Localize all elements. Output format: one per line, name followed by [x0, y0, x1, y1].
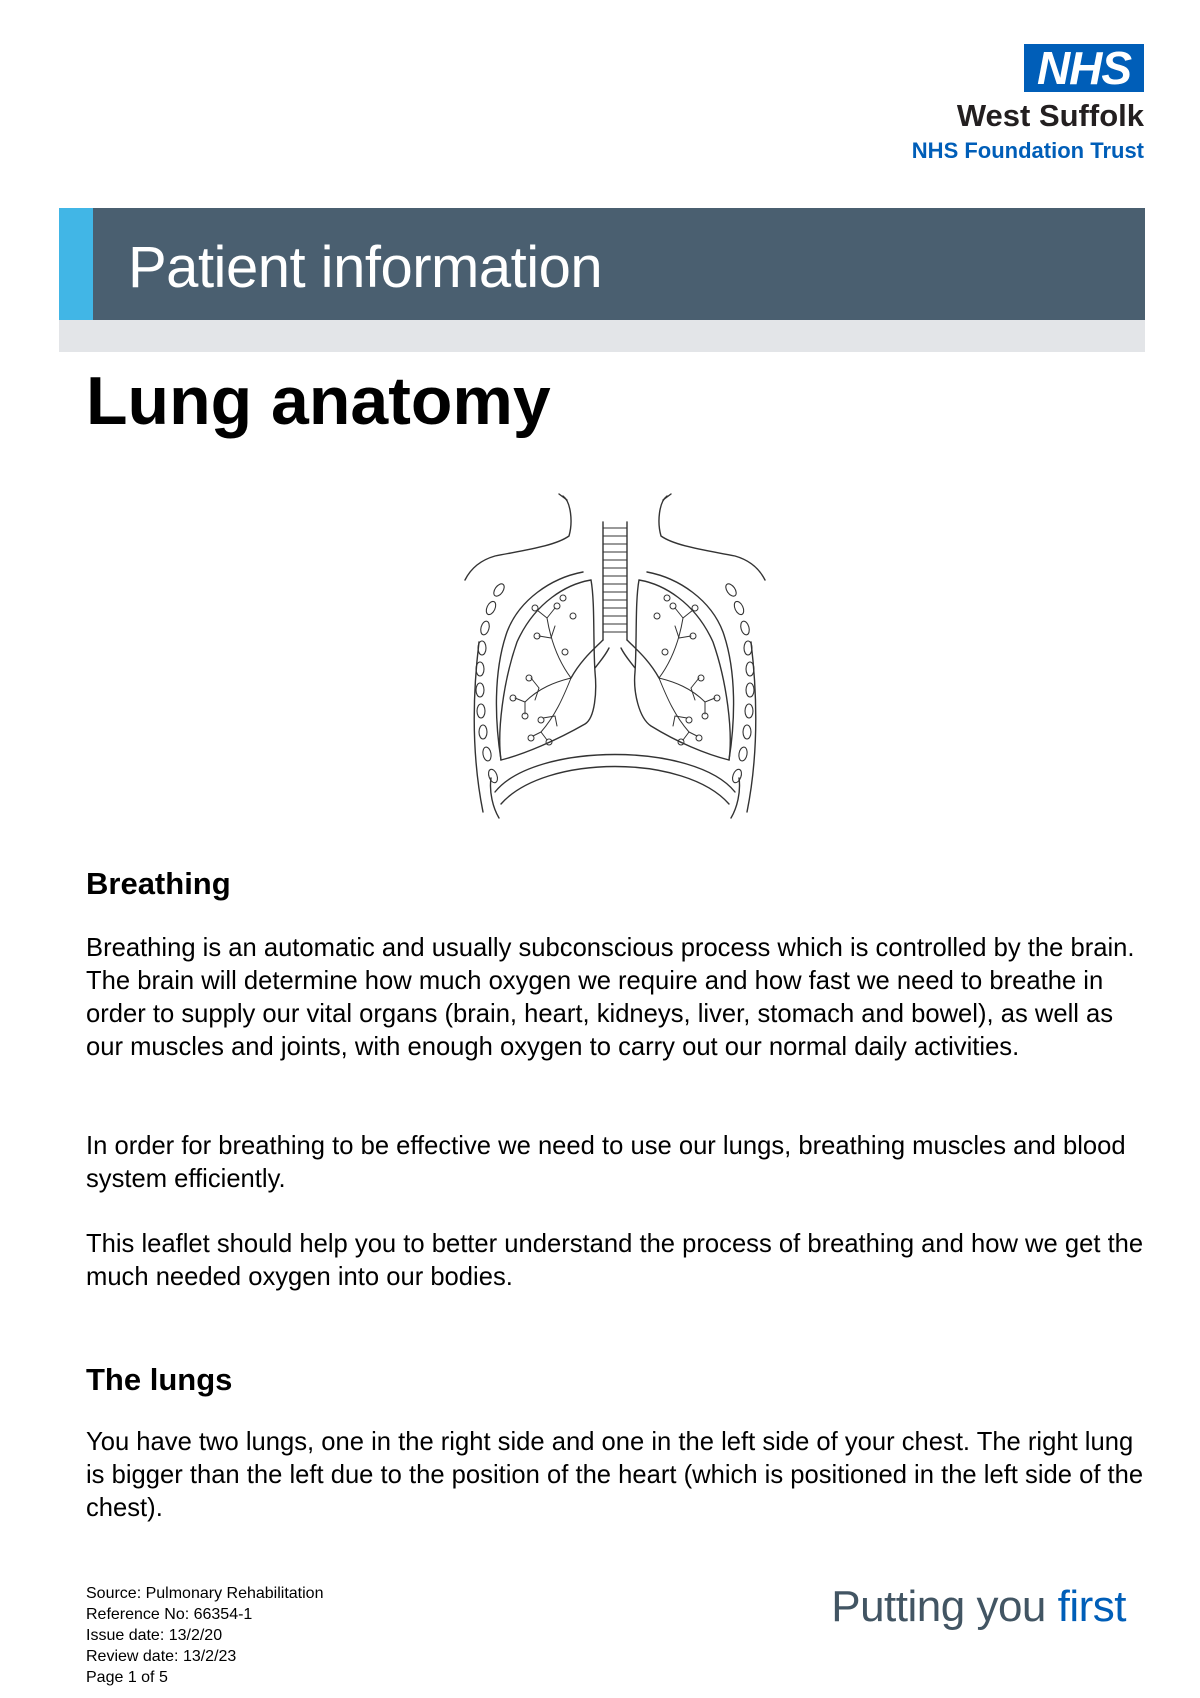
footer-metadata — [86, 1583, 323, 1688]
tagline-accent: first — [1057, 1582, 1126, 1631]
banner-underline — [59, 320, 1145, 352]
banner-accent — [59, 208, 93, 320]
tagline-main: Putting you — [831, 1582, 1058, 1631]
paragraph: You have two lungs, one in the right side and one in the left side of your chest. The right lung is bigger than the left due to the position of the heart (which is positioned in the left side of the chest). — [86, 1428, 1144, 1522]
footer-reference: Reference No: 66354-1 — [86, 1606, 253, 1623]
paragraph: Breathing is an automatic and usually subconscious process which is controlled by the brain. The brain will determine how much oxygen we require and how fast we need to breathe in order to supply our vital organs (brain, heart, kidneys, liver, stomach and bowel), as well as our muscles and joints, with enough oxygen to carry out our normal daily activities. — [86, 934, 1135, 1061]
trust-subtitle: NHS Foundation Trust — [911, 138, 1144, 163]
lungs-diagram-icon — [455, 492, 775, 832]
paragraph: In order for breathing to be effective we need to use our lungs, breathing muscles and blood system efficiently. — [86, 1132, 1126, 1193]
nhs-logo: NHS — [1024, 44, 1144, 92]
footer-review-date: Review date: 13/2/23 — [86, 1648, 237, 1665]
section-heading-the-lungs: The lungs — [86, 1362, 233, 1397]
footer-page-number: Page 1 of 5 — [86, 1669, 168, 1686]
tagline — [831, 1582, 1126, 1632]
paragraph: This leaflet should help you to better understand the process of breathing and how we get the much needed oxygen into our bodies. — [86, 1230, 1144, 1291]
trust-name: West Suffolk — [956, 98, 1144, 133]
footer-source: Source: Pulmonary Rehabilitation — [86, 1585, 324, 1602]
footer-issue-date: Issue date: 13/2/20 — [86, 1627, 223, 1644]
document-title: Lung anatomy — [86, 363, 551, 439]
section-heading-breathing: Breathing — [86, 866, 231, 901]
banner-title: Patient information — [128, 235, 603, 300]
